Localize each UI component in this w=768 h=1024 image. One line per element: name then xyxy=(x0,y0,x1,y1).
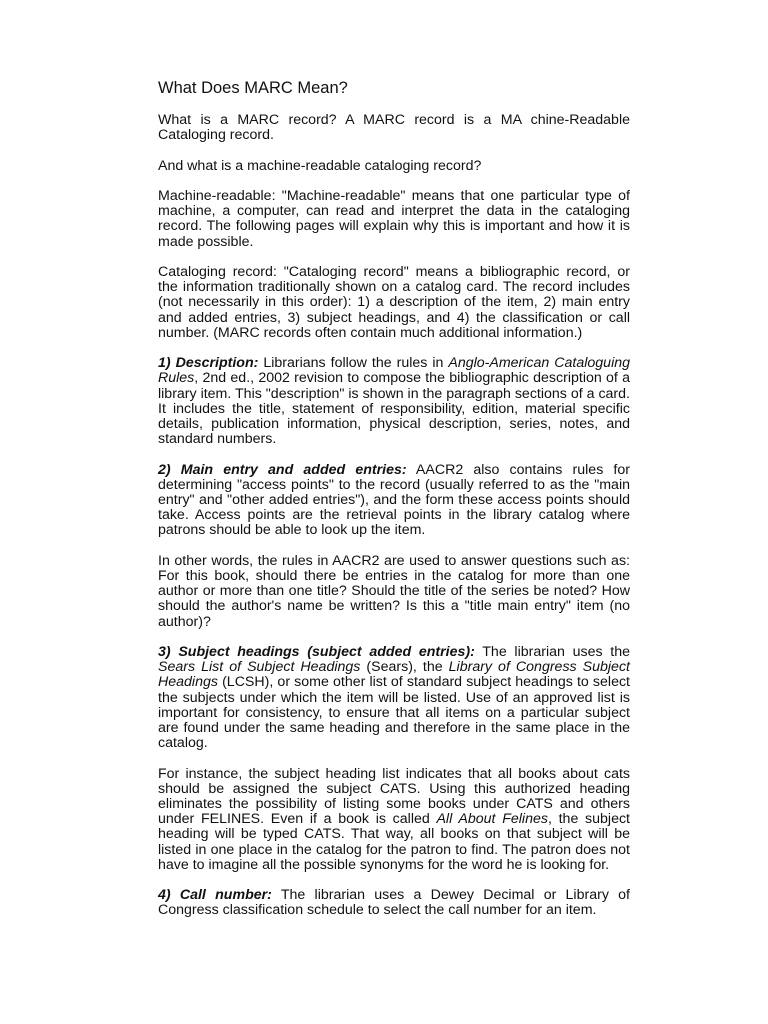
description-text-2: , 2nd ed., 2002 revision to compose the bibliographic description of a library item. This "description" is shown in the paragraph sections of a card. It includes the title, statement of responsibility, edition, material specific details, publication information, physical description, series, notes, and standard numbers. xyxy=(158,370,630,448)
page-title: What Does MARC Mean? xyxy=(158,79,348,97)
intro-paragraph: What is a MARC record? A MARC record is a MA chine-Readable Cataloging record. xyxy=(158,112,630,144)
main-entry-lead: 2) Main entry and added entries: xyxy=(158,461,407,478)
subject-headings-text-3: (LCSH), or some other list of standard subject headings to select the subjects under which the item will be listed. Use of an approved list is important for consistency, to ensure that all items on a particular subject are found under the same heading and therefore in the same place in the catalog. xyxy=(158,674,630,752)
cataloging-record-paragraph: Cataloging record: "Cataloging record" means a bibliographic record, or the information traditionally shown on a catalog card. The record includes (not necessarily in this order): 1) a description of the item, 2) main entry and added entries, 3) subject headings, and 4) the classification or call number. (MARC records often contain much additional information.) xyxy=(158,263,630,341)
for-instance-paragraph xyxy=(158,767,630,873)
call-number-text: The librarian uses a Dewey Decimal or Library of Congress classification schedule to select the call number for an item. xyxy=(158,887,630,919)
for-instance-book-title: All About Felines xyxy=(436,811,548,828)
subject-headings-lead: 3) Subject headings (subject added entries): xyxy=(158,644,475,660)
description-paragraph xyxy=(158,356,630,447)
other-words-paragraph: In other words, the rules in AACR2 are used to answer questions such as: For this book, should there be entries in the catalog for more than one author or more than one title? Should the title of the series be noted? How should the author's name be written? Is this a "title main entry" item (no author)? xyxy=(158,552,630,630)
description-book-title: Anglo-American Cataloguing Rules xyxy=(158,355,630,387)
main-entry-text: AACR2 also contains rules for determining "access points" to the record (usually referred to as the "main entry" and "other added entries"), and the form these access points should take. Access points are the retrieval points in the library catalog where patrons should be able to look up the item. xyxy=(158,461,630,539)
subject-headings-paragraph xyxy=(158,645,630,751)
subject-headings-text-2: (Sears), the xyxy=(360,659,449,676)
call-number-lead: 4) Call number: xyxy=(158,887,272,904)
for-instance-text-2: , the subject heading will be typed CATS. That way, all books on that subject will be listed in one place in the catalog for the patron to find. The patron does not have to imagine all the possible synonyms for the word he is looking for. xyxy=(158,811,630,873)
subject-headings-text-1: The librarian uses the xyxy=(474,644,630,660)
main-entry-paragraph xyxy=(158,463,630,539)
for-instance-text-1: For instance, the subject heading list indicates that all books about cats should be assigned the subject CATS. Using this authorized heading eliminates the possibility of listing some books under CATS and others under FELINES. Even if a book is called xyxy=(158,765,630,828)
machine-readable-paragraph: Machine-readable: "Machine-readable" means that one particular type of machine, a computer, can read and interpret the data in the cataloging record. The following pages will explain why this is important and how it is made possible. xyxy=(158,187,630,250)
description-text-1: Librarians follow the rules in xyxy=(258,355,449,372)
lcsh-title: Library of Congress Subject Headings xyxy=(158,659,630,691)
intro-question: And what is a machine-readable cataloging record? xyxy=(158,157,482,174)
description-lead: 1) Description: xyxy=(158,355,259,372)
call-number-paragraph xyxy=(158,888,630,918)
sears-title: Sears List of Subject Headings xyxy=(158,659,361,676)
